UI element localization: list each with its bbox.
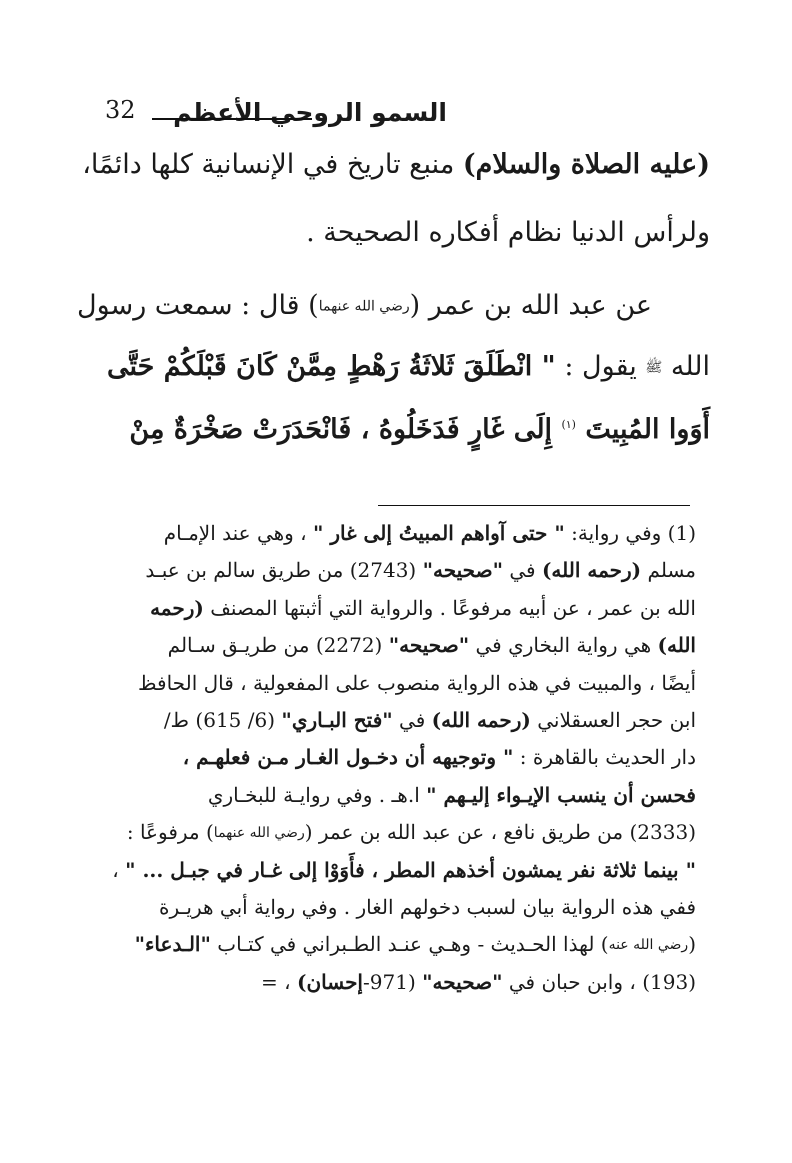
text-segment: في bbox=[503, 558, 542, 583]
footnote-line bbox=[96, 665, 696, 702]
footnote-line bbox=[96, 590, 696, 627]
text-segment: "الـدعاء" bbox=[134, 932, 211, 957]
honorific-glyph: رضي الله عنهما bbox=[213, 825, 305, 842]
footnote-line bbox=[96, 627, 696, 664]
text-segment: ، bbox=[112, 857, 126, 882]
text-segment: في bbox=[392, 707, 432, 732]
text-segment: (6/ 615) ط/ bbox=[163, 707, 282, 732]
text-segment: "صحيحه" bbox=[422, 558, 503, 583]
text-segment: "صحيحه" bbox=[388, 633, 470, 658]
text-segment: ابن حجر العسقلاني bbox=[530, 707, 696, 732]
text-segment: منبع تاريخ في الإنسانية كلها دائمًا، bbox=[82, 149, 463, 180]
text-segment: " حتى آواهم المبيتُ إلى غار " bbox=[313, 521, 565, 545]
salawat-glyph: ﷺ bbox=[645, 359, 663, 376]
text-segment: عن عبد الله بن عمر ( bbox=[409, 290, 652, 321]
text-segment: دار الحديث بالقاهرة : bbox=[513, 745, 696, 770]
text-segment: هي رواية البخاري في bbox=[469, 633, 658, 658]
footnote-line bbox=[96, 814, 696, 851]
footnote-line bbox=[96, 926, 696, 963]
text-segment: (2272) من طريـق سـالم bbox=[167, 633, 389, 658]
hadith-text: إِلَى غَارٍ فَدَخَلُوهُ ، فَانْحَدَرَتْ صَخْرَةٌ مِنْ bbox=[129, 414, 562, 445]
text-segment: (رحمه bbox=[150, 595, 204, 620]
footnote-line bbox=[96, 515, 696, 552]
footnote-line bbox=[96, 852, 696, 889]
text-segment: الله بن عمر ، عن أبيه مرفوعًا . والرواية التي أثبتها المصنف bbox=[203, 595, 696, 620]
footnote-line bbox=[96, 739, 696, 776]
footnote-line bbox=[96, 702, 696, 739]
hadith-text: " انْطَلَقَ ثَلاثَةُ رَهْطٍ مِمَّنْ كَانَ قَبْلَكُمْ حَتَّى bbox=[106, 351, 556, 382]
text-segment: فحسن أن ينسب الإيـواء إليـهم " bbox=[426, 782, 696, 807]
footnote-line bbox=[96, 889, 696, 926]
text-segment: (رحمه الله) bbox=[541, 558, 642, 583]
text-segment: أيضًا ، والمبيت في هذه الرواية منصوب على المفعولية ، قال الحافظ bbox=[138, 670, 696, 695]
text-line bbox=[110, 202, 710, 274]
text-segment: (عليه الصلاة والسلام) bbox=[462, 149, 710, 180]
text-line bbox=[77, 274, 710, 338]
text-segment: "فتح البـاري" bbox=[281, 707, 393, 732]
text-segment: الله bbox=[662, 351, 710, 382]
footnote-line bbox=[96, 552, 696, 589]
text-segment: (193) ، وابن حبان في bbox=[502, 969, 696, 994]
page-header bbox=[105, 98, 685, 134]
text-line bbox=[110, 396, 710, 454]
text-segment: (1) وفي رواية: bbox=[564, 521, 696, 545]
text-segment: ا.هـ . وفي روايـة للبخـاري bbox=[207, 782, 427, 807]
text-segment: ففي هذه الرواية بيان لسبب دخولهم الغار . وفي رواية أبي هريـرة bbox=[159, 894, 696, 919]
hadith-text: أَوَوا المُبِيتَ bbox=[575, 414, 710, 445]
text-segment: " بينما ثلاثة نفر يمشون أخذهم المطر ، فأَوَوْا إلى غـار في جبـل ... " bbox=[125, 857, 696, 882]
text-segment: ) قال : سمعت رسول bbox=[77, 290, 319, 321]
text-segment: ) لهذا الحـديث - وهـي عنـد الطـبراني في كتـاب bbox=[210, 932, 609, 957]
text-segment: " وتوجيهه أن دخـول الغـار مـن فعلهـم ، bbox=[182, 745, 514, 770]
running-title: السمو الروحي الأعظم bbox=[173, 98, 447, 127]
text-segment: الله) bbox=[657, 633, 696, 658]
text-line bbox=[106, 338, 710, 396]
page-number: 32 bbox=[105, 96, 136, 124]
text-segment: ، = bbox=[261, 969, 297, 994]
text-segment: ، وهي عند الإمـام bbox=[163, 521, 313, 545]
text-segment: "صحيحه" bbox=[422, 969, 503, 994]
text-segment: (2333) من طريق نافع ، عن عبد الله بن عمر ( bbox=[304, 820, 696, 845]
text-segment: إحسان) bbox=[296, 969, 363, 994]
text-segment: ولرأس الدنيا نظام أفكاره الصحيحة . bbox=[306, 217, 710, 248]
text-segment: ( bbox=[688, 932, 696, 957]
text-segment: (971- bbox=[363, 969, 423, 994]
text-segment: (رحمه الله) bbox=[431, 707, 531, 732]
footnote-separator bbox=[378, 505, 690, 506]
main-text bbox=[77, 140, 710, 454]
footnotes bbox=[96, 515, 696, 1001]
footnote-line bbox=[96, 964, 696, 1001]
footnote-line bbox=[96, 777, 696, 814]
text-line bbox=[82, 140, 710, 202]
footnote-marker: (١) bbox=[561, 418, 576, 431]
text-segment: (2743) من طريق سالم بن عبـد bbox=[145, 558, 423, 583]
honorific-glyph: رضي الله عنهما bbox=[318, 298, 410, 315]
text-segment: يقول : bbox=[555, 351, 646, 382]
header-rule bbox=[152, 118, 312, 120]
honorific-glyph: رضي الله عنه bbox=[608, 937, 689, 954]
text-segment: مسلم bbox=[641, 558, 696, 583]
text-segment: ) مرفوعًا : bbox=[126, 820, 214, 845]
